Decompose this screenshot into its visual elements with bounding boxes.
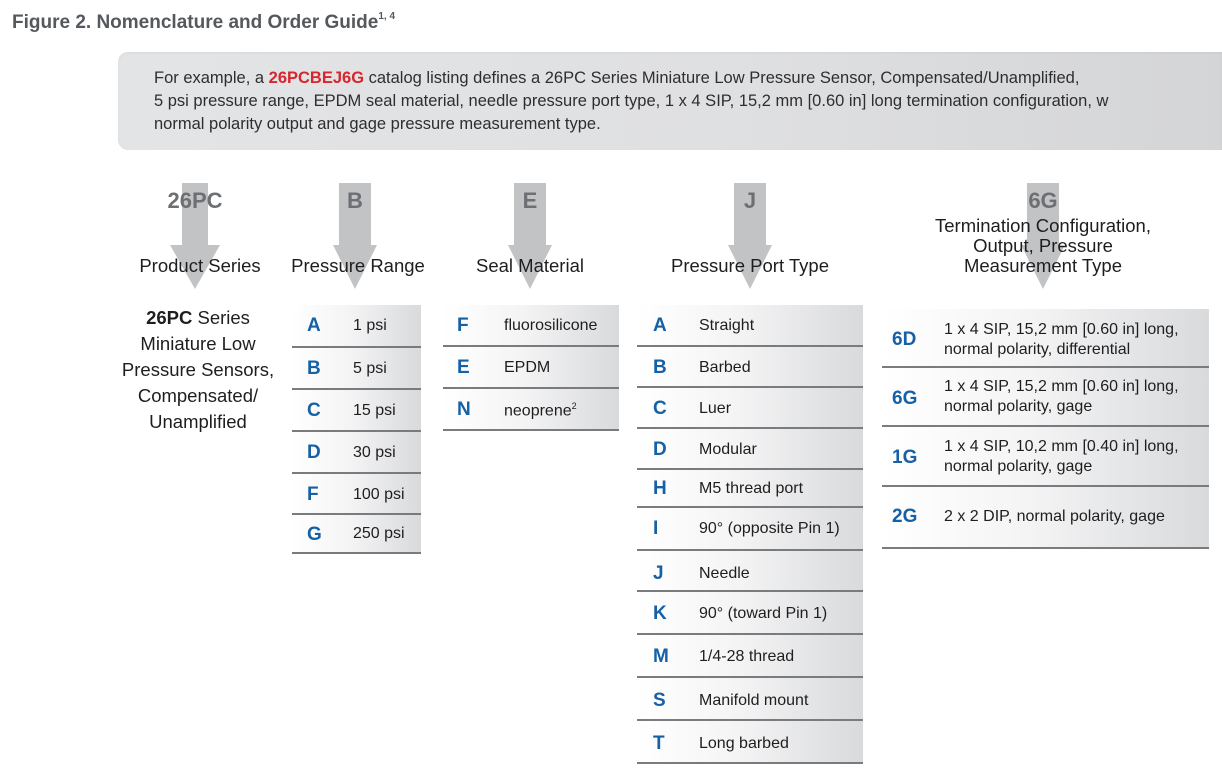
table-row: N neoprene$^2$	[443, 389, 619, 431]
table-row: 1G 1 x 4 SIP, 10,2 mm [0.40 in] long, normal polarity, gage	[882, 427, 1209, 487]
port-type-table	[637, 305, 863, 764]
label-pressure-range: Pressure Range	[291, 255, 425, 276]
table-row: G 250 psi	[292, 515, 421, 554]
label-termination: Termination Configuration, Output, Pressure Measurement Type	[935, 215, 1151, 276]
table-row: T Long barbed	[637, 721, 863, 764]
example-box	[118, 52, 1222, 150]
table-row: B Barbed	[637, 347, 863, 388]
table-row: F 100 psi	[292, 474, 421, 515]
table-row: B 5 psi	[292, 348, 421, 390]
table-row: C 15 psi	[292, 390, 421, 432]
table-row: 2G 2 x 2 DIP, normal polarity, gage	[882, 487, 1209, 549]
termination-table	[882, 309, 1209, 549]
table-row: S Manifold mount	[637, 678, 863, 721]
label-product-series: Product Series	[139, 255, 261, 276]
table-row: H M5 thread port	[637, 470, 863, 508]
seal-material-table	[443, 305, 619, 431]
pressure-range-table	[292, 305, 421, 554]
table-row: D 30 psi	[292, 432, 421, 474]
code-termination: 6G	[1028, 188, 1058, 213]
example-code: 26PCBEJ6G	[268, 69, 365, 87]
table-row: C Luer	[637, 388, 863, 429]
figure-title: Figure 2. Nomenclature and Order Guide$^{1, 4}$	[12, 10, 396, 33]
table-row: M 1/4-28 thread	[637, 635, 863, 678]
label-port-type: Pressure Port Type	[670, 255, 829, 276]
table-row: 6G 1 x 4 SIP, 15,2 mm [0.60 in] long, normal polarity, gage	[882, 368, 1209, 427]
code-product-series: 26PC	[167, 188, 223, 213]
code-seal-material: E	[522, 188, 538, 213]
product-series-description: 26PC Series Miniature Low Pressure Sensors, Compensated/ Unamplified	[121, 307, 275, 432]
table-row: F fluorosilicone	[443, 305, 619, 347]
table-row: A 1 psi	[292, 305, 421, 348]
table-row: A Straight	[637, 305, 863, 347]
code-port-type: J	[743, 188, 757, 213]
code-pressure-range: B	[347, 188, 363, 213]
table-row: I 90° (opposite Pin 1)	[637, 508, 863, 551]
table-row: D Modular	[637, 429, 863, 470]
table-row: 6D 1 x 4 SIP, 15,2 mm [0.60 in] long, normal polarity, differential	[882, 309, 1209, 368]
label-seal-material: Seal Material	[476, 255, 584, 276]
example-text: For example, a 26PCBEJ6G catalog listing defines a 26PC Series Miniature Low Pressure Sensor, Compensated/Unamplified, 5 psi pressure range, EPDM seal material, needle pressure port type, 1 x 4 SIP, 15,2 mm [0.60 in] long termination configuration, w normal polarity output and gage pressure measurement type.	[154, 69, 1109, 133]
table-row: J Needle	[637, 551, 863, 592]
table-row: E EPDM	[443, 347, 619, 389]
table-row: K 90° (toward Pin 1)	[637, 592, 863, 635]
